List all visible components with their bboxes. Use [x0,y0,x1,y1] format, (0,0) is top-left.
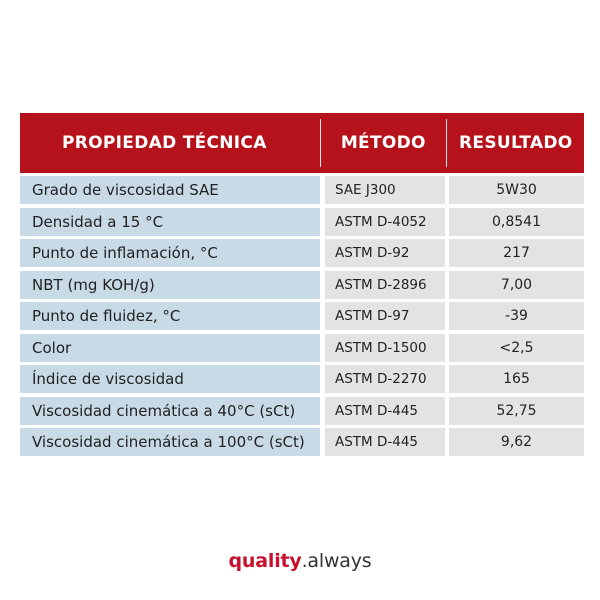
result-cell: -39 [449,302,584,330]
table-row [20,365,584,393]
property-cell: Grado de viscosidad SAE [20,176,320,204]
result-cell: 9,62 [449,428,584,456]
header-divider [320,119,321,167]
property-cell: Punto de inflamación, °C [20,239,320,267]
method-cell: ASTM D-1500 [325,334,445,362]
method-cell: ASTM D-2270 [325,365,445,393]
table-row [20,176,584,204]
result-cell: 7,00 [449,271,584,299]
property-cell: Viscosidad cinemática a 40°C (sCt) [20,397,320,425]
table-body [20,176,584,456]
table-header [20,113,584,173]
property-cell: Índice de viscosidad [20,365,320,393]
property-cell: Punto de fluidez, °C [20,302,320,330]
method-cell: ASTM D-2896 [325,271,445,299]
result-cell: 52,75 [449,397,584,425]
result-cell: 217 [449,239,584,267]
table-row [20,428,584,456]
method-cell: ASTM D-4052 [325,208,445,236]
result-cell: <2,5 [449,334,584,362]
property-cell: Viscosidad cinemática a 100°C (sCt) [20,428,320,456]
property-cell: Color [20,334,320,362]
table-row [20,208,584,236]
header-divider [446,119,447,167]
result-cell: 165 [449,365,584,393]
header-property: PROPIEDAD TÉCNICA [62,133,267,153]
method-cell: ASTM D-92 [325,239,445,267]
property-cell: Densidad a 15 °C [20,208,320,236]
table-row [20,334,584,362]
method-cell: SAE J300 [325,176,445,204]
brand-logo [0,550,600,572]
brand-always: .always [301,550,372,572]
header-result: RESULTADO [459,133,573,153]
method-cell: ASTM D-445 [325,428,445,456]
table-row [20,271,584,299]
table-row [20,239,584,267]
spec-table [20,113,584,460]
property-cell: NBT (mg KOH/g) [20,271,320,299]
result-cell: 5W30 [449,176,584,204]
header-method: MÉTODO [340,133,426,153]
method-cell: ASTM D-445 [325,397,445,425]
table-row [20,302,584,330]
table-row [20,397,584,425]
result-cell: 0,8541 [449,208,584,236]
method-cell: ASTM D-97 [325,302,445,330]
brand-quality: quality [228,550,302,572]
